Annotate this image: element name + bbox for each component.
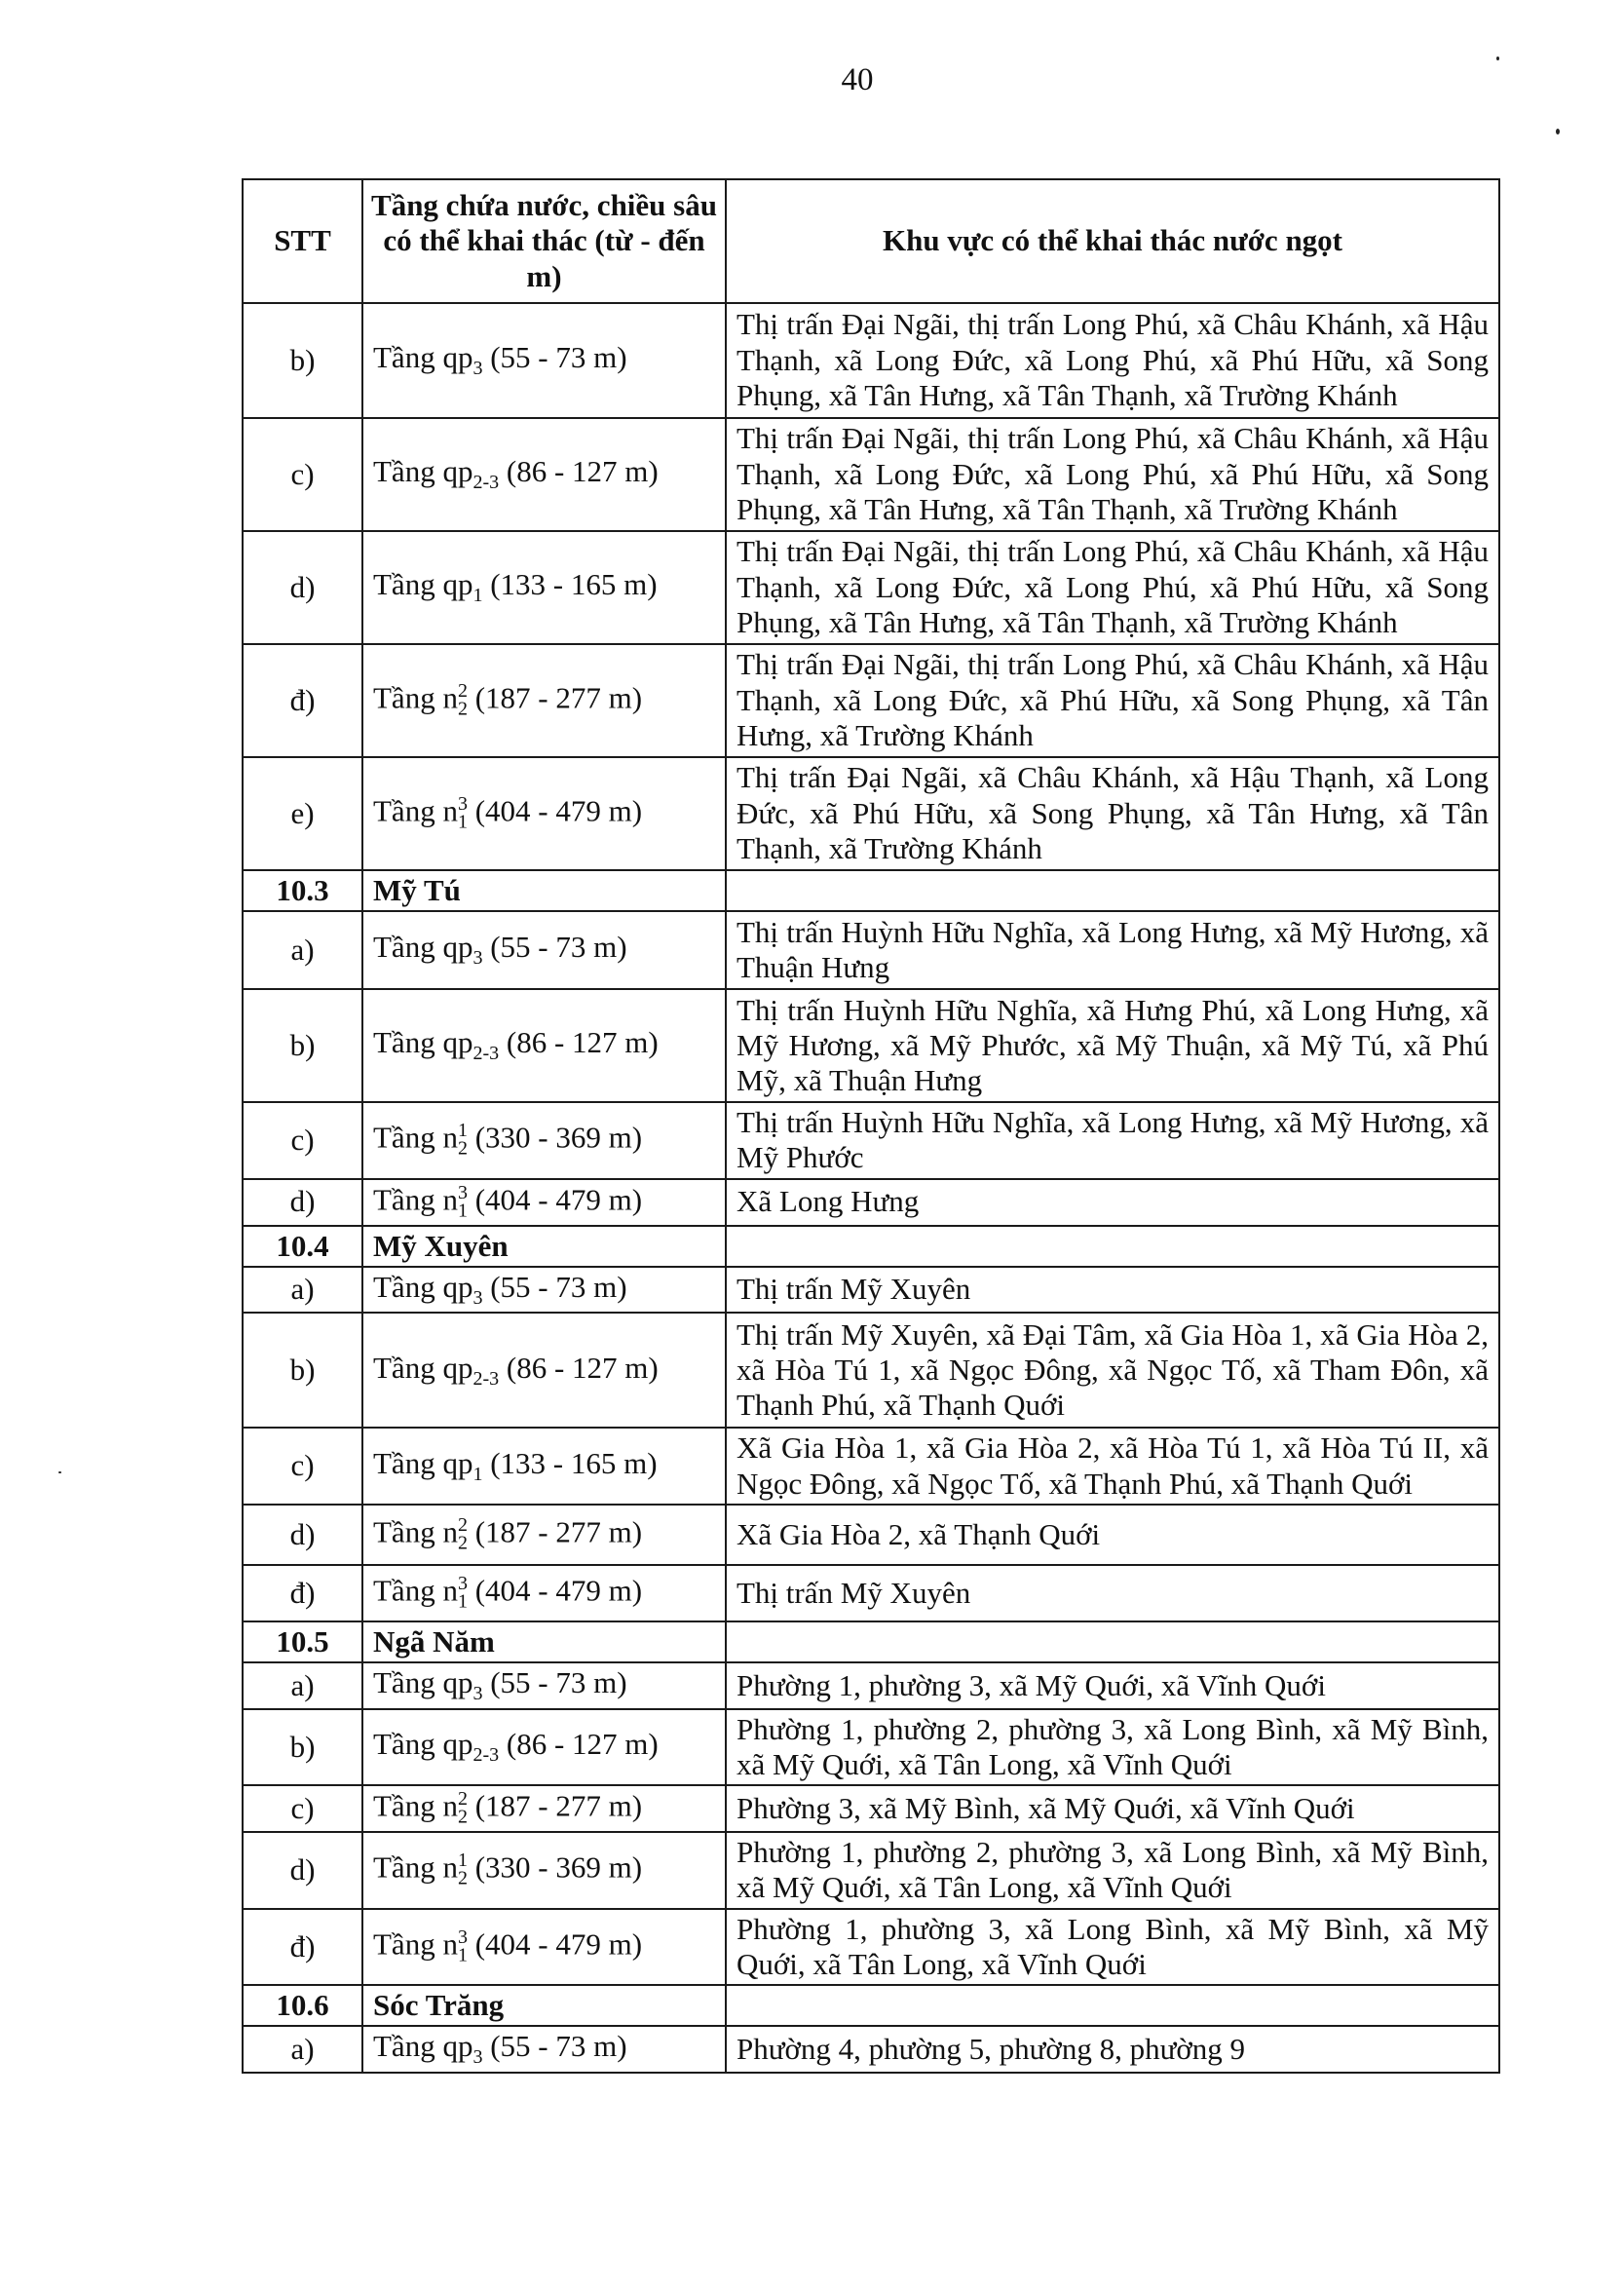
layer-name: Tầng n bbox=[373, 1514, 458, 1549]
row-area: Xã Long Hưng bbox=[726, 1179, 1499, 1226]
section-row bbox=[243, 1621, 1499, 1662]
header-stt: STT bbox=[243, 179, 362, 303]
layer-superscript: 3 bbox=[457, 1181, 468, 1203]
row-area: Xã Gia Hòa 1, xã Gia Hòa 2, xã Hòa Tú 1, xã Hòa Tú II, xã Ngọc Đông, xã Ngọc Tố, xã Thạnh Phú, xã Thạnh Quới bbox=[726, 1428, 1499, 1505]
layer-superscript: 1 bbox=[457, 1849, 468, 1872]
groundwater-table bbox=[242, 178, 1500, 2074]
layer-depth-range: (404 - 479 m) bbox=[467, 793, 643, 828]
table-row bbox=[243, 531, 1499, 644]
layer-depth-range: (133 - 165 m) bbox=[482, 567, 658, 601]
layer-subscript: 3 bbox=[472, 1683, 483, 1705]
row-area: Thị trấn Đại Ngãi, thị trấn Long Phú, xã Châu Khánh, xã Hậu Thạnh, xã Long Đức, xã Long Phú, xã Phú Hữu, xã Song Phụng, xã Tân Hưng, xã Tân Thạnh, xã Trường Khánh bbox=[726, 303, 1499, 418]
table-row bbox=[243, 1709, 1499, 1786]
table-row bbox=[243, 1428, 1499, 1505]
section-name: Sóc Trăng bbox=[362, 1985, 726, 2026]
layer-name: Tầng qp bbox=[373, 1727, 473, 1762]
layer-depth-range: (55 - 73 m) bbox=[482, 1665, 627, 1700]
layer-name: Tầng qp bbox=[373, 1445, 473, 1480]
layer-subscript: 1 bbox=[457, 1200, 468, 1222]
row-area: Thị trấn Đại Ngãi, thị trấn Long Phú, xã Châu Khánh, xã Hậu Thạnh, xã Long Đức, xã Long Phú, xã Phú Hữu, xã Song Phụng, xã Tân Hưng, xã Tân Thạnh, xã Trường Khánh bbox=[726, 418, 1499, 531]
row-area: Xã Gia Hòa 2, xã Thạnh Quới bbox=[726, 1505, 1499, 1565]
row-area: Thị trấn Huỳnh Hữu Nghĩa, xã Long Hưng, xã Mỹ Hương, xã Thuận Hưng bbox=[726, 911, 1499, 989]
layer-subscript: 2-3 bbox=[472, 1367, 500, 1390]
layer-name: Tầng n bbox=[373, 1788, 458, 1823]
header-layer: Tầng chứa nước, chiều sâu có thể khai thác (từ - đến m) bbox=[362, 179, 726, 303]
row-layer bbox=[362, 1505, 726, 1565]
layer-depth-range: (404 - 479 m) bbox=[467, 1181, 643, 1216]
section-row bbox=[243, 870, 1499, 911]
row-layer bbox=[362, 757, 726, 870]
row-area: Phường 1, phường 3, xã Long Bình, xã Mỹ Bình, xã Mỹ Quới, xã Tân Long, xã Vĩnh Quới bbox=[726, 1909, 1499, 1986]
row-area: Thị trấn Đại Ngãi, xã Châu Khánh, xã Hậu Thạnh, xã Long Đức, xã Phú Hữu, xã Song Phụng, xã Tân Hưng, xã Tân Thạnh, xã Trường Khánh bbox=[726, 757, 1499, 870]
section-name: Ngã Năm bbox=[362, 1621, 726, 1662]
row-layer bbox=[362, 1428, 726, 1505]
table-row bbox=[243, 911, 1499, 989]
table-row bbox=[243, 757, 1499, 870]
layer-depth-range: (404 - 479 m) bbox=[467, 1926, 643, 1962]
table-row bbox=[243, 644, 1499, 757]
table-row bbox=[243, 1102, 1499, 1179]
table-header-row bbox=[243, 179, 1499, 303]
layer-depth-range: (187 - 277 m) bbox=[467, 1788, 643, 1823]
section-name: Mỹ Tú bbox=[362, 870, 726, 911]
row-area: Thị trấn Huỳnh Hữu Nghĩa, xã Long Hưng, xã Mỹ Hương, xã Mỹ Phước bbox=[726, 1102, 1499, 1179]
section-area-empty bbox=[726, 1621, 1499, 1662]
layer-subscript: 2 bbox=[457, 1806, 468, 1828]
table-row bbox=[243, 1313, 1499, 1428]
row-stt: c) bbox=[243, 1102, 362, 1179]
section-number: 10.5 bbox=[243, 1621, 362, 1662]
row-layer bbox=[362, 1179, 726, 1226]
row-layer bbox=[362, 1785, 726, 1832]
row-layer bbox=[362, 1662, 726, 1709]
layer-depth-range: (187 - 277 m) bbox=[467, 680, 643, 715]
row-stt: e) bbox=[243, 757, 362, 870]
row-area: Thị trấn Huỳnh Hữu Nghĩa, xã Hưng Phú, xã Long Hưng, xã Mỹ Hương, xã Mỹ Phước, xã Mỹ Thuận, xã Mỹ Tú, xã Phú Mỹ, xã Thuận Hưng bbox=[726, 989, 1499, 1102]
layer-subscript: 2 bbox=[457, 1867, 468, 1889]
layer-subscript: 1 bbox=[457, 811, 468, 833]
scan-speck bbox=[1496, 57, 1499, 60]
row-layer bbox=[362, 1102, 726, 1179]
row-stt: đ) bbox=[243, 1909, 362, 1986]
table-row bbox=[243, 1662, 1499, 1709]
page-number: 40 bbox=[841, 62, 874, 97]
layer-subscript: 1 bbox=[472, 1464, 483, 1485]
section-area-empty bbox=[726, 870, 1499, 911]
row-stt: c) bbox=[243, 1428, 362, 1505]
row-stt: b) bbox=[243, 1709, 362, 1786]
row-layer bbox=[362, 531, 726, 644]
row-stt: b) bbox=[243, 1313, 362, 1428]
layer-name: Tầng n bbox=[373, 680, 458, 715]
section-number: 10.3 bbox=[243, 870, 362, 911]
layer-name: Tầng qp bbox=[373, 1665, 473, 1700]
row-layer bbox=[362, 2026, 726, 2073]
table-row bbox=[243, 1267, 1499, 1314]
layer-superscript: 2 bbox=[457, 679, 468, 702]
layer-name: Tầng n bbox=[373, 1120, 458, 1155]
layer-name: Tầng n bbox=[373, 1181, 458, 1216]
layer-subscript: 2 bbox=[457, 1532, 468, 1554]
layer-depth-range: (86 - 127 m) bbox=[499, 1727, 659, 1762]
layer-superscript: 3 bbox=[457, 792, 468, 815]
layer-depth-range: (187 - 277 m) bbox=[467, 1514, 643, 1549]
layer-name: Tầng n bbox=[373, 793, 458, 828]
layer-name: Tầng n bbox=[373, 1573, 458, 1608]
row-area: Thị trấn Mỹ Xuyên bbox=[726, 1565, 1499, 1621]
table-row bbox=[243, 303, 1499, 418]
row-stt: a) bbox=[243, 2026, 362, 2073]
row-area: Phường 1, phường 2, phường 3, xã Long Bình, xã Mỹ Bình, xã Mỹ Quới, xã Tân Long, xã Vĩnh Quới bbox=[726, 1709, 1499, 1786]
row-layer bbox=[362, 1709, 726, 1786]
row-stt: d) bbox=[243, 1832, 362, 1909]
table-row bbox=[243, 2026, 1499, 2073]
layer-subscript: 2 bbox=[457, 698, 468, 720]
layer-superscript: 3 bbox=[457, 1572, 468, 1594]
row-area: Thị trấn Đại Ngãi, thị trấn Long Phú, xã Châu Khánh, xã Hậu Thạnh, xã Long Đức, xã Phú Hữu, xã Song Phụng, xã Tân Hưng, xã Trường Khánh bbox=[726, 644, 1499, 757]
layer-name: Tầng qp bbox=[373, 930, 473, 965]
table-row bbox=[243, 1565, 1499, 1621]
section-row bbox=[243, 1226, 1499, 1267]
layer-depth-range: (330 - 369 m) bbox=[467, 1849, 643, 1885]
section-area-empty bbox=[726, 1226, 1499, 1267]
table-body bbox=[243, 303, 1499, 2073]
row-stt: a) bbox=[243, 1267, 362, 1314]
layer-name: Tầng qp bbox=[373, 1269, 473, 1304]
layer-depth-range: (55 - 73 m) bbox=[482, 2029, 627, 2064]
section-name: Mỹ Xuyên bbox=[362, 1226, 726, 1267]
row-stt: b) bbox=[243, 989, 362, 1102]
layer-depth-range: (330 - 369 m) bbox=[467, 1120, 643, 1155]
row-layer bbox=[362, 1267, 726, 1314]
row-stt: c) bbox=[243, 1785, 362, 1832]
row-stt: a) bbox=[243, 911, 362, 989]
layer-name: Tầng n bbox=[373, 1926, 458, 1962]
row-stt: d) bbox=[243, 531, 362, 644]
section-number: 10.4 bbox=[243, 1226, 362, 1267]
layer-superscript: 2 bbox=[457, 1513, 468, 1536]
header-area: Khu vực có thể khai thác nước ngọt bbox=[726, 179, 1499, 303]
layer-subscript: 2-3 bbox=[472, 472, 500, 494]
row-stt: c) bbox=[243, 418, 362, 531]
layer-depth-range: (55 - 73 m) bbox=[482, 1269, 627, 1304]
layer-superscript: 3 bbox=[457, 1926, 468, 1948]
table-row bbox=[243, 1909, 1499, 1986]
layer-depth-range: (55 - 73 m) bbox=[482, 340, 627, 374]
row-area: Thị trấn Mỹ Xuyên bbox=[726, 1267, 1499, 1314]
layer-depth-range: (86 - 127 m) bbox=[499, 454, 659, 488]
row-layer bbox=[362, 1832, 726, 1909]
layer-subscript: 3 bbox=[472, 2046, 483, 2069]
layer-name: Tầng qp bbox=[373, 340, 473, 374]
layer-name: Tầng qp bbox=[373, 1025, 473, 1060]
table-row bbox=[243, 1785, 1499, 1832]
row-layer bbox=[362, 1909, 726, 1986]
row-area: Phường 3, xã Mỹ Bình, xã Mỹ Quới, xã Vĩnh Quới bbox=[726, 1785, 1499, 1832]
layer-name: Tầng qp bbox=[373, 454, 473, 488]
layer-name: Tầng n bbox=[373, 1849, 458, 1885]
layer-depth-range: (133 - 165 m) bbox=[482, 1445, 658, 1480]
row-layer bbox=[362, 1565, 726, 1621]
row-area: Thị trấn Mỹ Xuyên, xã Đại Tâm, xã Gia Hòa 1, xã Gia Hòa 2, xã Hòa Tú 1, xã Ngọc Đông, xã Ngọc Tố, xã Tham Đôn, xã Thạnh Phú, xã Thạnh Quới bbox=[726, 1313, 1499, 1428]
row-area: Phường 1, phường 3, xã Mỹ Quới, xã Vĩnh Quới bbox=[726, 1662, 1499, 1709]
layer-superscript: 2 bbox=[457, 1788, 468, 1811]
table-row bbox=[243, 1832, 1499, 1909]
layer-name: Tầng qp bbox=[373, 1350, 473, 1385]
layer-depth-range: (86 - 127 m) bbox=[499, 1025, 659, 1060]
row-stt: đ) bbox=[243, 644, 362, 757]
scan-speck bbox=[1556, 129, 1560, 134]
row-area: Phường 1, phường 2, phường 3, xã Long Bình, xã Mỹ Bình, xã Mỹ Quới, xã Tân Long, xã Vĩnh Quới bbox=[726, 1832, 1499, 1909]
row-stt: b) bbox=[243, 303, 362, 418]
layer-depth-range: (55 - 73 m) bbox=[482, 930, 627, 965]
layer-name: Tầng qp bbox=[373, 2029, 473, 2064]
row-layer bbox=[362, 303, 726, 418]
table-row bbox=[243, 418, 1499, 531]
layer-subscript: 1 bbox=[457, 1590, 468, 1613]
layer-subscript: 3 bbox=[472, 1286, 483, 1309]
layer-subscript: 3 bbox=[472, 947, 483, 970]
table-row bbox=[243, 989, 1499, 1102]
scan-speck bbox=[58, 1471, 61, 1473]
table-row bbox=[243, 1179, 1499, 1226]
layer-subscript: 3 bbox=[472, 358, 483, 380]
layer-name: Tầng qp bbox=[373, 567, 473, 601]
section-number: 10.6 bbox=[243, 1985, 362, 2026]
layer-subscript: 2-3 bbox=[472, 1744, 500, 1767]
layer-superscript: 1 bbox=[457, 1120, 468, 1142]
row-layer bbox=[362, 644, 726, 757]
layer-depth-range: (86 - 127 m) bbox=[499, 1350, 659, 1385]
row-layer bbox=[362, 989, 726, 1102]
row-area: Thị trấn Đại Ngãi, thị trấn Long Phú, xã Châu Khánh, xã Hậu Thạnh, xã Long Đức, xã Long Phú, xã Phú Hữu, xã Song Phụng, xã Tân Hưng, xã Tân Thạnh, xã Trường Khánh bbox=[726, 531, 1499, 644]
table-row bbox=[243, 1505, 1499, 1565]
layer-subscript: 2 bbox=[457, 1137, 468, 1160]
row-area: Phường 4, phường 5, phường 8, phường 9 bbox=[726, 2026, 1499, 2073]
layer-subscript: 1 bbox=[472, 585, 483, 607]
row-stt: a) bbox=[243, 1662, 362, 1709]
row-layer bbox=[362, 1313, 726, 1428]
section-area-empty bbox=[726, 1985, 1499, 2026]
row-stt: đ) bbox=[243, 1565, 362, 1621]
row-layer bbox=[362, 418, 726, 531]
row-stt: d) bbox=[243, 1179, 362, 1226]
layer-subscript: 1 bbox=[457, 1944, 468, 1966]
layer-subscript: 2-3 bbox=[472, 1043, 500, 1065]
layer-depth-range: (404 - 479 m) bbox=[467, 1573, 643, 1608]
row-stt: d) bbox=[243, 1505, 362, 1565]
row-layer bbox=[362, 911, 726, 989]
section-row bbox=[243, 1985, 1499, 2026]
